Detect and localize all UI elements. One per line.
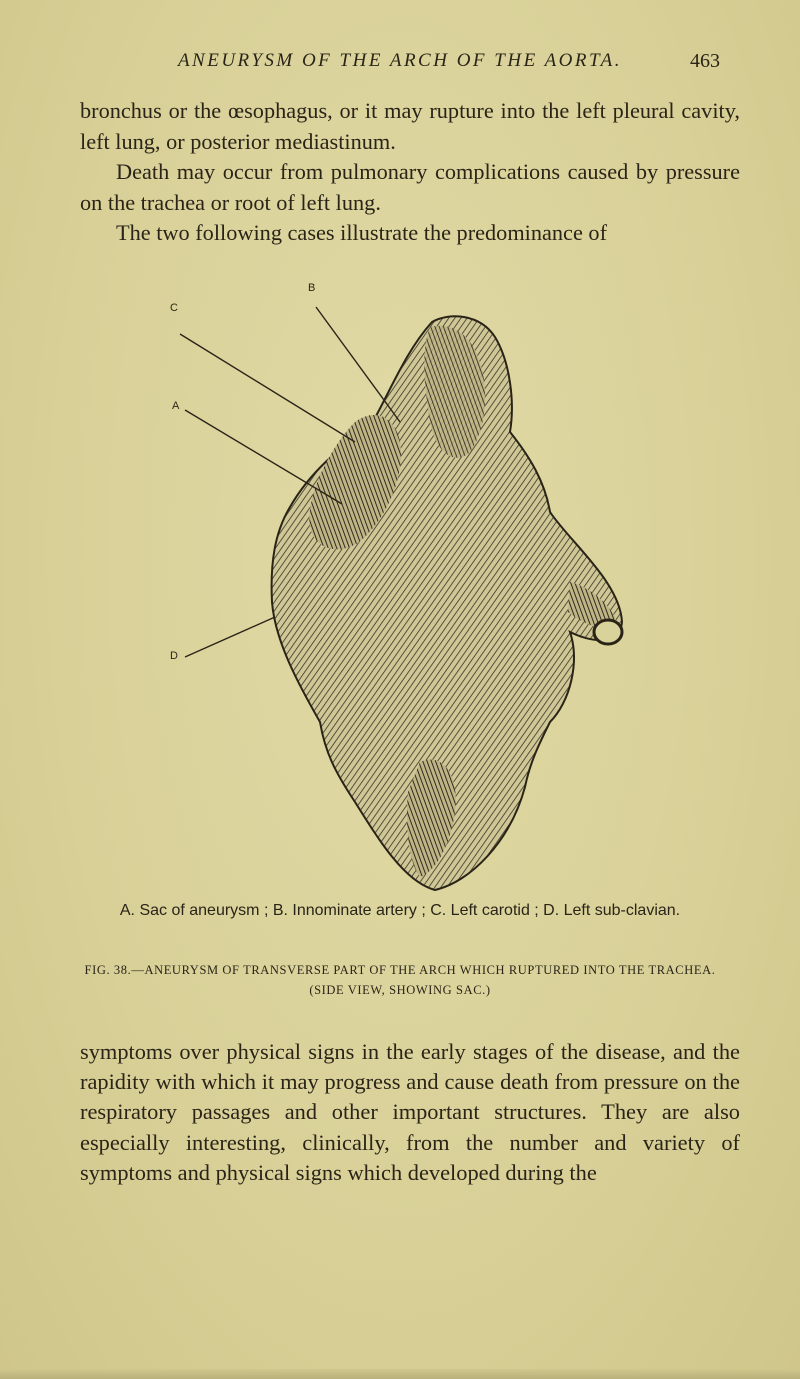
anatomical-figure xyxy=(150,282,650,902)
running-head xyxy=(80,50,720,80)
leader-line-d xyxy=(185,617,275,657)
running-title: ANEURYSM OF THE ARCH OF THE AORTA. xyxy=(177,50,623,71)
label-a: A xyxy=(172,400,180,412)
label-b: B xyxy=(308,282,316,294)
vessel-lumen xyxy=(594,620,622,644)
body-text-bottom xyxy=(80,1037,740,1188)
figure-caption: FIG. 38.—ANEURYSM OF TRANSVERSE PART OF THE ARCH WHICH RUPTURED INTO THE TRACHEA. (SIDE VIEW, SHOWING SAC.) xyxy=(84,963,716,997)
paragraph-continued: bronchus or the œsophagus, or it may rupture into the left pleural cavity, left lung, or posterior mediastinum. xyxy=(80,98,740,154)
body-text-top xyxy=(80,96,740,249)
leader-line-b xyxy=(316,307,400,422)
leader-line-c xyxy=(180,334,355,442)
page-bottom-edge xyxy=(0,1369,800,1379)
paragraph-symptoms: symptoms over physical signs in the early stages of the disease, and the rapidity with which it may progress and cause death from pressure on the respiratory passages and other important structures. They are also especially interesting, clinically, from the number and variety of symptoms and physical signs which developed during the xyxy=(80,1039,740,1185)
label-c: C xyxy=(170,302,178,314)
aneurysm-illustration xyxy=(150,282,650,902)
leader-line-a xyxy=(185,410,342,504)
paragraph-death: Death may occur from pulmonary complications caused by pressure on the trachea or root of left lung. xyxy=(80,159,740,215)
label-d: D xyxy=(170,650,178,662)
figure-legend: A. Sac of aneurysm ; B. Innominate artery ; C. Left carotid ; D. Left sub-clavian. xyxy=(119,902,681,919)
paragraph-cases: The two following cases illustrate the predominance of xyxy=(116,220,607,245)
page-number: 463 xyxy=(690,50,720,72)
